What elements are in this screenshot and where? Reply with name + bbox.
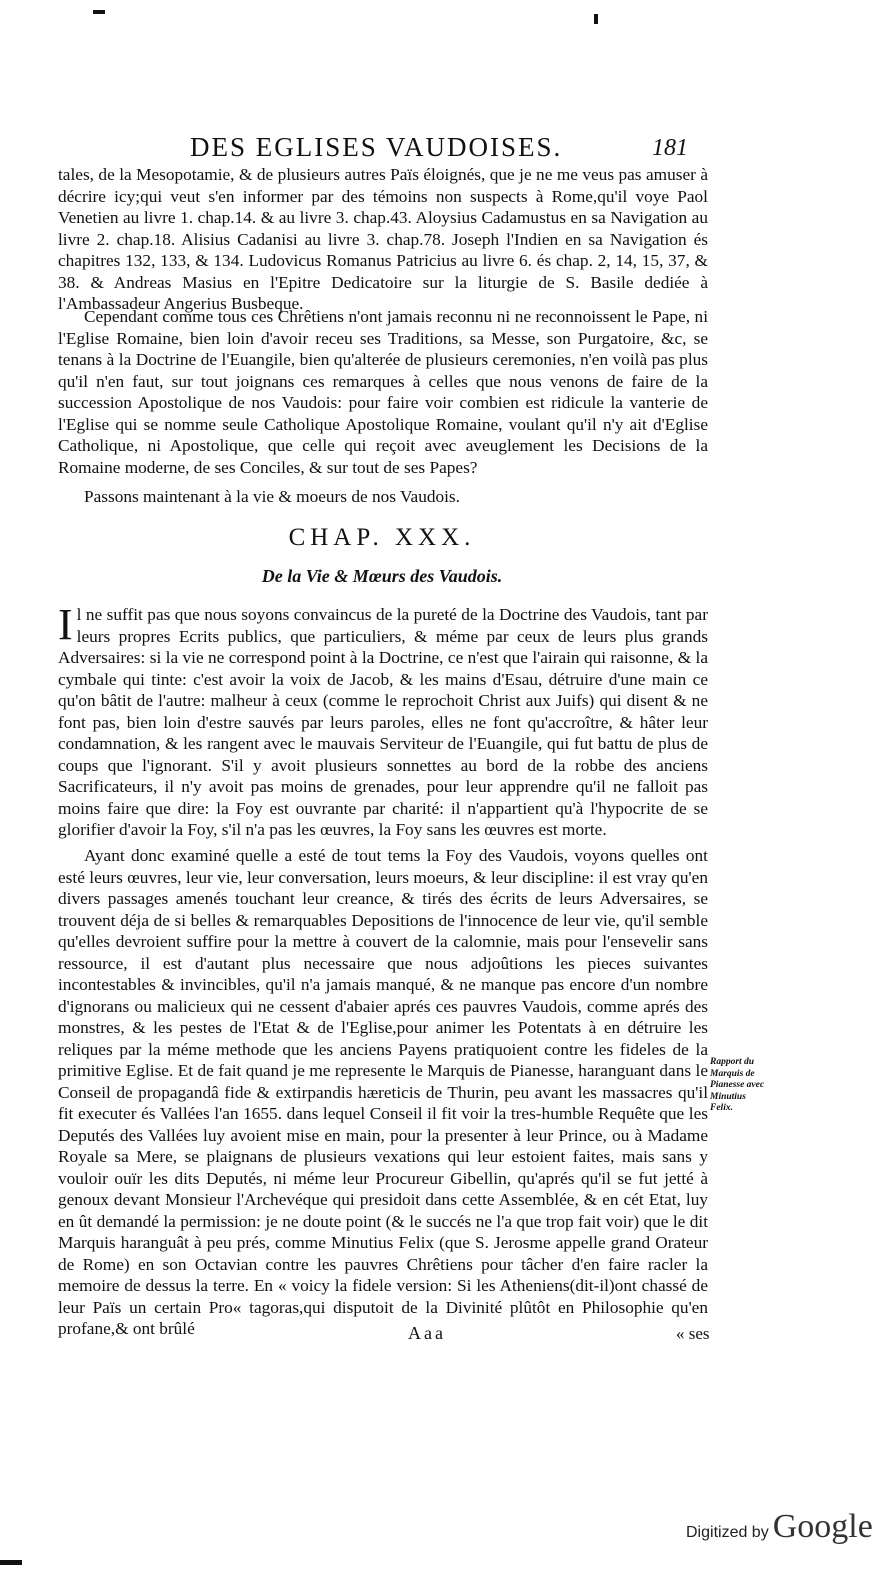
scan-speck [0, 1560, 22, 1565]
scan-speck [594, 14, 598, 24]
paragraph-1-text: tales, de la Mesopotamie, & de plusieurs autres Païs éloignés, que je ne me veus pas amuser à décrire icy;qui veut s'en informer par des témoins non suspects à Rome,qu'il voye Paol Venetien au livre 1. chap.14. & au livre 3. chap.43. Aloysius Cadamustus en sa Navigation au livre 2. chap.18. Alisius Cadanisi au livre 3. chap.78. Joseph l'Indien en sa Navigation és chapitres 132, 133, & 134. Ludovicus Romanus Patricius au livre 6. és chap. 2, 14, 15, 37, & 38. & Andreas Masius en l'Epitre Dedicatoire sur la liturgie de S. Basile dediée à l'Ambassadeur Angerius Busbeque. [58, 165, 708, 313]
running-title: DES EGLISES VAUDOISES. [190, 132, 563, 162]
paragraph-2-text: Cependant comme tous ces Chrêtiens n'ont jamais reconnu ni ne reconnoissent le Pape, ni l'Eglise Romaine, bien loin d'avoir receu ses Traditions, sa Messe, son Purgatoire, &c, se tenans à la Doctrine de l'Euangile, bien qu'alterée de plusieurs ceremonies, n'en voilà pas plus qu'il n'en faut, sur tout joignans ces remarques à celles que nous venons de faire de la succession Apostolique de nos Vaudois: pour faire voir combien est ridicule la vanterie de l'Eglise qui se nomme seule Catholique Apostolique Romaine, voulant qu'il n'y ait d'Eglise Catholique, ni Apostolique, que celle qui reçoit avec aveuglement les Decisions de la Romaine moderne, de ses Conciles, & sur tout de ses Papes? [58, 307, 708, 477]
paragraph-1 [58, 164, 708, 315]
google-logo: Google [772, 1508, 873, 1545]
digitized-watermark [686, 1508, 873, 1552]
chapter-subtitle: De la Vie & Mœurs des Vaudois. [261, 566, 503, 586]
margin-note: Rapport du Marquis de Pianesse avec Minutius Felix. [710, 1057, 765, 1113]
paragraph-3 [58, 486, 708, 508]
signature-mark: Aaa [408, 1323, 446, 1343]
paragraph-2 [58, 306, 708, 478]
paragraph-3-text: Passons maintenant à la vie & moeurs de nos Vaudois. [84, 487, 460, 506]
paragraph-5-text: Ayant donc examiné quelle a esté de tout tems la Foy des Vaudois, voyons quelles ont esté leurs œuvres, leur vie, leur conversation, leurs moeurs, & leur discipline: il est vray qu'en divers passages amenés touchant leur creance, & tirés des écrits de leurs Adversaires, se trouvent déja de si belles & remarquables Depositions de l'innocence de leur vie, qu'il semble qu'elles devroient suffire pour la mettre à couvert de la calomnie, mais pour l'ensevelir sans ressource, il est d'autant plus necessaire que nous adjoûtions les pieces suivantes incontestables & invincibles, qu'il n'a jamais manqué, & ne manque pas encore d'un nombre d'ignorans ou malicieux qui ne cessent d'abaier aprés ces pauvres Vaudois, comme aprés des monstres, & les pestes de l'Etat & de l'Eglise,pour animer les Potentats à en détruire les reliques par la méme methode que les anciens Payens pratiquoient contre les fideles de la primitive Eglise. Et de fait quand je me represente le Marquis de Pianesse, haranguant dans le Conseil de propagandâ fide & extirpandis hæreticis de Thurin, peu avant les massacres qu'il fit executer és Vallées l'an 1655. dans lequel Conseil il fit voir la tres-humble Requête que les Deputés des Vallées luy avoient mise en main, pour la presenter à leur Prince, ou à Madame Royale sa Mere, se plaignans de plusieurs vexations qui leur estoient faites, mais sans y vouloir ouïr les dits Deputés, ni méme leur Procureur Gibellin, qu'aprés qu'il se fut jetté à genoux devant Monsieur l'Archevéque qui presidoit dans cette Assemblée, & en cét Etat, luy en ût demandé la permission: je ne doute point (& le succés ne l'a que trop fait voir) que le dit Marquis haranguât à peu prés, comme Minutius Felix (que S. Jerosme appelle grand Orateur de Rome) en son Octavian contre les pauvres Chrêtiens pour tâcher d'en faire racler la memoire de dessus la terre. En « voicy la fidele version: Si les Atheniens(dit-il)ont chassé de leur Païs un certain Pro« tagoras,qui disputoit de la Divinité plûtôt en Philosophie qu'en profane,& ont brûlé [58, 846, 708, 1338]
paragraph-4 [58, 600, 708, 841]
page-number: 181 [652, 135, 688, 161]
catchword: « ses [676, 1324, 710, 1343]
scan-speck [93, 10, 105, 14]
paragraph-4-text: Il ne suffit pas que nous soyons convaincus de la pureté de la Doctrine des Vaudois, tant par leurs propres Ecrits publics, que particuliers, & méme par ceux de leurs plus grands Adversaires: si la vie ne correspond point à la Doctrine, ce n'est que l'airain qui raisonne, & la cymbale qui tinte: c'est avoir la voix de Jacob, & les mains d'Esau, détruire d'une main ce qu'on bâtit de l'autre: malheur à ceux (comme le reprochoit Christ aux Juifs) qui disent & ne font pas, bien loin d'estre sauvés par leurs paroles, elles ne font qu'accroître, & hâter leur condamnation, & les rangent avec le mauvais Serviteur de l'Euangile, qui fut battu de plus de coups que l'ignorant. S'il y avoit plusieurs sonnettes au bord de la robbe des anciens Sacrificateurs, il n'y avoit pas moins de grenades, pour leur apprendre qu'il ne falloit pas moins faire que dire: la Foy est ouvrante par charité: il n'appartient qu'à l'hypocrite de se glorifier d'avoir la Foy, s'il n'a pas les œuvres, la Foy sans les œuvres est morte. [58, 600, 708, 839]
watermark-prefix: Digitized by [686, 1524, 769, 1541]
chapter-title: CHAP. XXX. [288, 524, 476, 551]
paragraph-5 [58, 845, 708, 1340]
